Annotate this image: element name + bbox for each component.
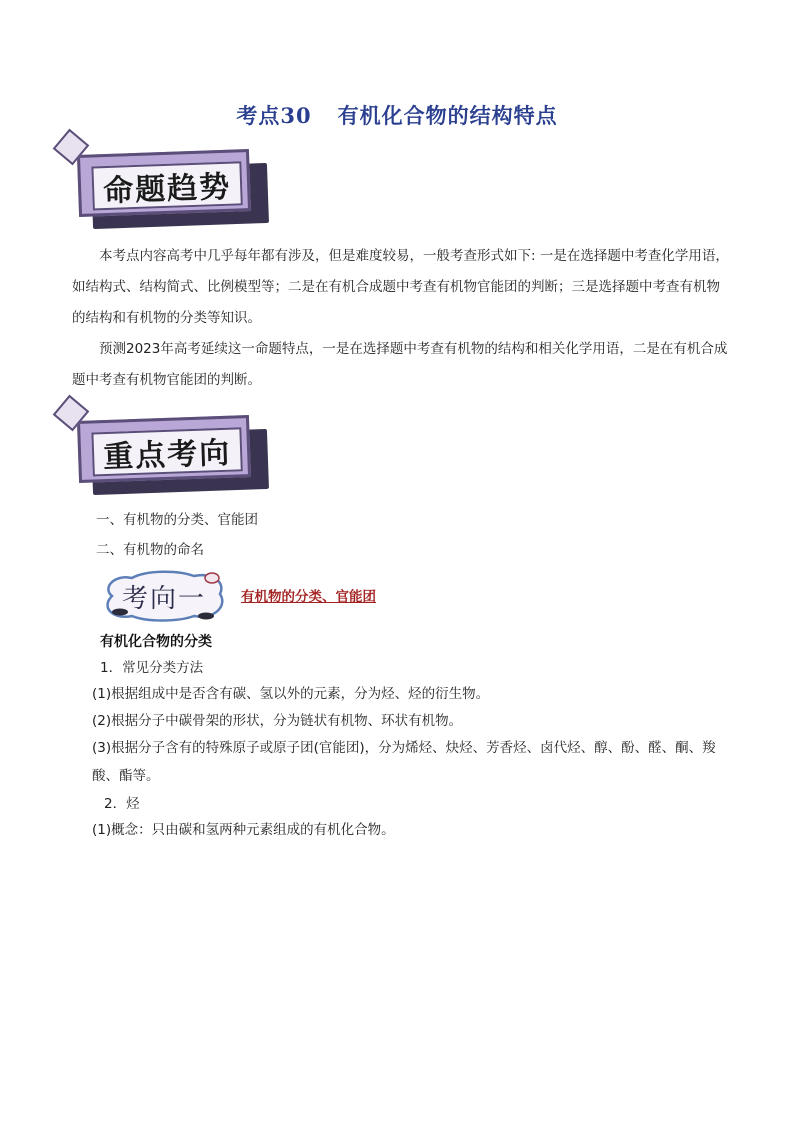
title-main: 有机化合物的结构特点: [337, 103, 558, 128]
trend-paragraph-2: 预测2023年高考延续这一命题特点，一是在选择题中考查有机物的结构和相关化学用语，二是在有机合成题中考查有机物官能团的判断。: [72, 341, 728, 388]
trend-banner-frame: [77, 149, 251, 217]
content-line-1: 1．常见分类方法: [100, 660, 204, 676]
direction-link[interactable]: 有机物的分类、官能团: [241, 589, 376, 605]
page-title: [0, 100, 794, 130]
section-heading: 有机化合物的分类: [100, 634, 212, 650]
focus-item-1: 一、有机物的分类、官能团: [96, 512, 258, 528]
trend-paragraph-1: 本考点内容高考中几乎每年都有涉及，但是难度较易，一般考查形式如下: 一是在选择题中考查化学用语，如结构式、结构简式、比例模型等；二是在有机合成题中考查有机物官能团的判断；三是选择题中考查有机物的结构和有机物的分类等知识。: [72, 248, 729, 326]
focus-banner-frame: [77, 415, 251, 483]
title-prefix: 考点30: [236, 103, 312, 128]
focus-banner-label: 重点考向: [91, 427, 242, 476]
focus-item-2: 二、有机物的命名: [96, 542, 204, 558]
content-line-2: (1)根据组成中是否含有碳、氢以外的元素，分为烃、烃的衍生物。: [92, 686, 490, 702]
direction-badge-label: 考向一: [121, 583, 206, 614]
content-line-6: (1)概念：只由碳和氢两种元素组成的有机化合物。: [92, 822, 395, 838]
content-line-4: (3)根据分子含有的特殊原子或原子团(官能团)，分为烯烃、炔烃、芳香烃、卤代烃、醇、酚、醛、酮、羧酸、酯等。: [92, 740, 716, 784]
content-line-5: 2．烃: [104, 796, 140, 812]
content-line-3: (2)根据分子中碳骨架的形状，分为链状有机物、环状有机物。: [92, 713, 463, 729]
trend-banner-label: 命题趋势: [91, 161, 242, 210]
direction-badge: [98, 568, 230, 624]
